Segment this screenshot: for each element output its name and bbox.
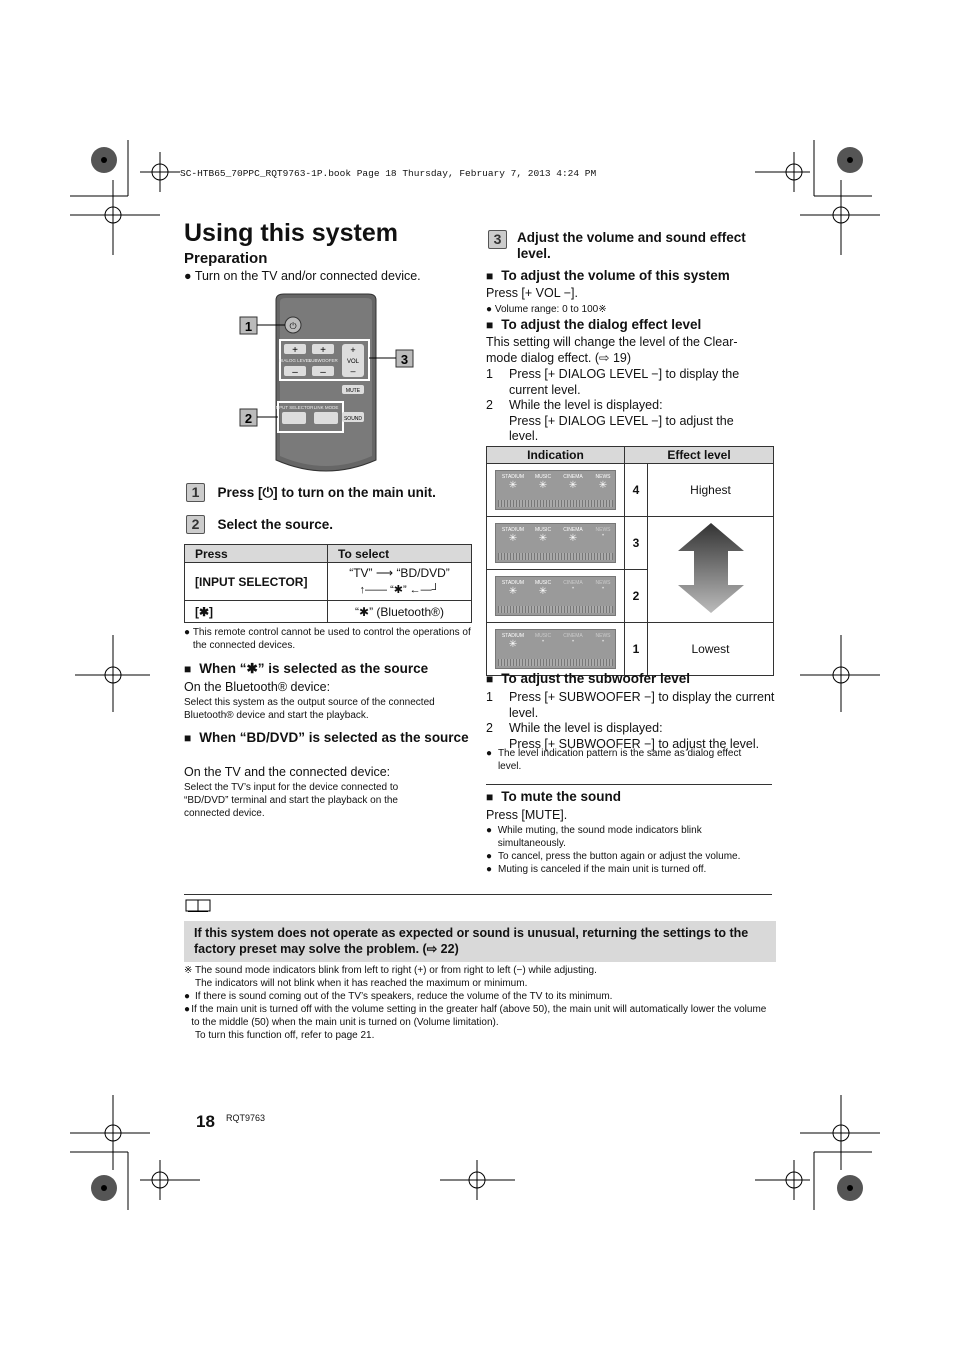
preparation-bullet: ● Turn on the TV and/or connected device.: [184, 269, 421, 283]
source-table: [184, 544, 472, 623]
indicator-cinema: CINEMA ✳: [563, 527, 583, 544]
remote-control-illustration: [236, 292, 420, 478]
effect-table-header-indication: Indication: [487, 447, 625, 464]
level-2: 2: [625, 570, 648, 623]
step-3-text: Adjust the volume and sound effect level.: [517, 230, 746, 261]
sound-indicator-panel: [495, 629, 616, 669]
sound-indicator-panel: [495, 576, 616, 616]
up-down-arrow-icon: [676, 521, 746, 615]
sound-indicator-panel: [495, 523, 616, 563]
remote-note: ● This remote control cannot be used to control the operations of the connected devices.: [184, 627, 471, 651]
svg-text:SUBWOOFER: SUBWOOFER: [308, 358, 338, 363]
mute-heading: ■ To mute the sound: [486, 789, 621, 804]
indicator-stadium: STADIUM ✳: [501, 474, 525, 491]
indicator-row-2: [487, 570, 625, 623]
step-1-number: 1: [186, 483, 205, 502]
source-table-header-select: To select: [328, 545, 472, 563]
when-bd-lead: On the TV and the connected device:: [184, 765, 391, 779]
level-1-label: Lowest: [648, 623, 774, 676]
svg-text:–: –: [350, 366, 356, 376]
svg-text:+: +: [292, 345, 298, 356]
reset-info-box: If this system does not operate as expected or sound is unusual, returning the settings to the factory preset may solve the problem. (⇨ 22): [184, 921, 776, 962]
indicator-news: NEWS •: [595, 633, 611, 645]
dialog-text: This setting will change the level of the Clear-mode dialog effect. (⇨ 19): [486, 335, 738, 365]
source-table-header-press: Press: [185, 545, 328, 563]
doc-code: RQT9763: [226, 1113, 266, 1123]
volume-heading: ■ To adjust the volume of this system: [486, 268, 730, 283]
book-icon: [185, 899, 213, 913]
indicator-news: NEWS •: [595, 580, 611, 592]
indicator-music: MUSIC ✳: [534, 580, 552, 597]
svg-text:INPUT SELECTOR: INPUT SELECTOR: [274, 405, 314, 410]
svg-text:1: 1: [244, 319, 253, 334]
level-3: 3: [625, 517, 648, 570]
when-bd-heading: ■ When “BD/DVD” is selected as the source: [184, 730, 469, 745]
svg-text:–: –: [320, 367, 326, 378]
effect-table-header-level: Effect level: [625, 447, 774, 464]
svg-text:3: 3: [400, 352, 409, 367]
indicator-row-3: [487, 517, 625, 570]
mute-notes: ● While muting, the sound mode indicators blink simultaneously. ● To cancel, press the button again or adjust the volume. ● Muting is canceled if the main unit is turned off.: [486, 825, 741, 875]
book-header: SC-HTB65_70PPC_RQT9763-1P.book Page 18 Thursday, February 7, 2013 4:24 PM: [180, 168, 597, 179]
indicator-news: NEWS •: [595, 527, 611, 539]
when-bluetooth-text: Select this system as the output source of the connected Bluetooth® device and start the playback.: [184, 697, 435, 721]
when-bd-text: Select the TV’s input for the device connected to “BD/DVD” terminal and start the playback on the connected device.: [184, 782, 399, 819]
indicator-news: NEWS ✳: [595, 474, 611, 491]
page-title: Using this system: [184, 219, 398, 247]
sound-indicator-panel: [495, 470, 616, 510]
step-1: [186, 483, 436, 502]
indicator-stadium: STADIUM ✳: [501, 527, 525, 544]
indicator-bar: [498, 606, 613, 613]
indicator-cinema: CINEMA •: [563, 580, 583, 592]
svg-text:VOL: VOL: [346, 359, 360, 365]
bluetooth-select-cell: “✱” (Bluetooth®): [328, 601, 472, 623]
dialog-steps: 1 Press [+ DIALOG LEVEL −] to display the current level. 2 While the level is displayed: Press [+ DIALOG LEVEL −] to adjust the level.: [486, 367, 740, 443]
subwoofer-steps: 1 Press [+ SUBWOOFER −] to display the current level. 2 While the level is displayed: Press [+ SUBWOOFER −] to adjust the level.: [486, 690, 775, 751]
bluetooth-cell: [✱]: [185, 601, 328, 623]
indicator-row-1: [487, 623, 625, 676]
step-2-number: 2: [186, 515, 205, 534]
level-4-label: Highest: [648, 464, 774, 517]
step-1-text: Press [⏻] to turn on the main unit.: [217, 485, 436, 500]
indicator-music: MUSIC ✳: [534, 527, 552, 544]
dialog-heading: ■ To adjust the dialog effect level: [486, 317, 702, 332]
mute-press: Press [MUTE].: [486, 808, 568, 822]
level-arrow-cell: [648, 517, 774, 623]
level-4: 4: [625, 464, 648, 517]
input-cycle-cell: “TV” ⟶ “BD/DVD” ↑—— “✱” ←—┘: [328, 563, 472, 601]
svg-text:⏻: ⏻: [289, 321, 297, 331]
svg-text:LINK MODE: LINK MODE: [313, 405, 339, 410]
input-selector-cell: [INPUT SELECTOR]: [185, 563, 328, 601]
page-number: 18: [196, 1112, 215, 1131]
volume-press: Press [+ VOL −].: [486, 286, 578, 300]
svg-text:DIALOG LEVEL: DIALOG LEVEL: [278, 358, 312, 363]
indicator-music: MUSIC •: [534, 633, 552, 645]
indicator-bar: [498, 659, 613, 666]
step-3: [488, 230, 778, 262]
subwoofer-heading: ■ To adjust the subwoofer level: [486, 671, 691, 686]
svg-text:2: 2: [244, 411, 253, 426]
level-1: 1: [625, 623, 648, 676]
indicator-row-4: [487, 464, 625, 517]
svg-text:MUTE: MUTE: [345, 388, 361, 394]
indicator-cinema: CINEMA ✳: [563, 474, 583, 491]
when-bluetooth-heading: ■ When “✱” is selected as the source: [184, 661, 429, 676]
indicator-bar: [498, 553, 613, 560]
indicator-cinema: CINEMA •: [563, 633, 583, 645]
svg-text:+: +: [320, 345, 326, 356]
step-3-number: 3: [488, 230, 507, 249]
svg-text:–: –: [292, 367, 298, 378]
effect-level-table: [486, 446, 774, 676]
divider: [486, 784, 772, 785]
step-2: [186, 515, 333, 534]
indicator-music: MUSIC ✳: [534, 474, 552, 491]
when-bluetooth-lead: On the Bluetooth® device:: [184, 680, 331, 694]
indicator-stadium: STADIUM ✳: [501, 580, 525, 597]
bottom-divider: [184, 894, 772, 895]
footnotes: ※ The sound mode indicators blink from left to right (+) or from right to left (−) while adjusting. The indicators will not blink when it has reached the maximum or minimum. ● If there is sound coming out of the TV’s speakers, reduce the volume of the TV to its minimum. ● If the main unit is turned off with the volume setting in the greater half (above 50), the main unit will automatically lower the volume to the middle (50) when the main unit is turned on (Volume limitation). To turn this function off, refer to page 21.: [184, 965, 767, 1041]
svg-text:+: +: [350, 345, 356, 355]
indicator-bar: [498, 500, 613, 507]
step-2-text: Select the source.: [217, 517, 334, 532]
indicator-stadium: STADIUM ✳: [501, 633, 525, 650]
svg-text:SOUND: SOUND: [343, 416, 363, 422]
volume-note: ● Volume range: 0 to 100※: [486, 304, 607, 315]
subwoofer-note: ● The level indication pattern is the same as dialog effect level.: [486, 748, 742, 772]
preparation-heading: Preparation: [184, 250, 268, 267]
